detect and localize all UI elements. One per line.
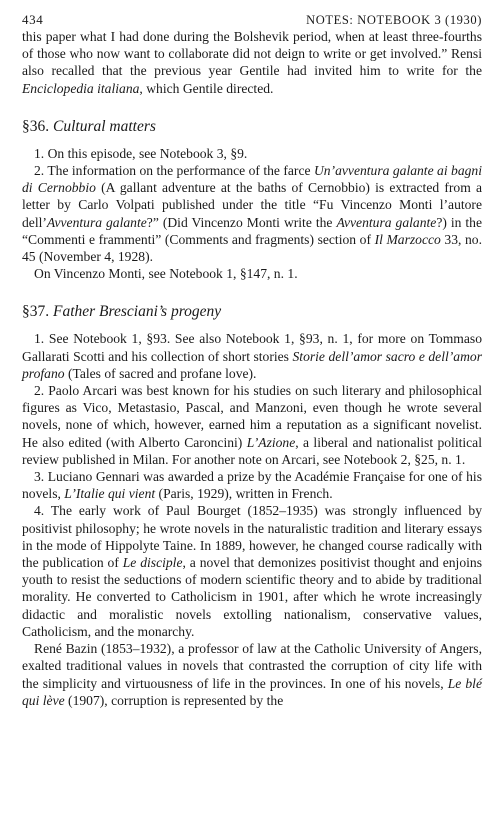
page-number: 434 [22,12,44,27]
running-title: NOTES: NOTEBOOK 3 (1930) [306,13,482,27]
section-36-number: §36. [22,117,50,135]
section-37-note-4-continued: René Bazin (1853–1932), a professor of law at the Catholic University of Angers, exalted traditional values in novels that contrasted the corruption of city life with the simplicity and virtuousness of life in the provinces. In one of his novels, Le blé qui lève (1907), corruption is represented by the [22,641,482,708]
italic-title: Un’avventura galante ai bagni di Cernobbio [22,163,482,196]
section-37-number: §37. [22,303,50,321]
section-37-heading [22,302,482,322]
section-36-note-2-continued: On Vincenzo Monti, see Notebook 1, §147, n. 1. [34,266,298,282]
section-37-note-2: 2. Paolo Arcari was best known for his studies on such literary and philosophical figures as Vico, Metastasio, Pascal, and Manzoni, even though he wrote several novels, none of which, however, earned him a reputation as a significant novelist. He also edited (with Alberto Caroncini) L’Azione, a liberal and nationalist political review published in Milan. For another note on Arcari, see Notebook 2, §25, n. 1. [22,383,482,467]
italic-title: Avventura galante [46,214,147,230]
section-37-note-1: 1. See Notebook 1, §93. See also Notebook 1, §93, n. 1, for more on Tommaso Gallarati Scotti and his collection of short stories Storie dell’amor sacro e dell’amor profano (Tales of sacred and profane love). [22,331,482,381]
italic-title: Storie dell’amor sacro e dell’amor profano [22,348,482,381]
section-36-title: Cultural matters [53,117,156,135]
italic-title: Le blé qui lève [22,675,482,708]
section-37-title: Father Bresciani’s progeny [53,303,222,321]
section-36-note-1: 1. On this episode, see Notebook 3, §9. [34,145,248,161]
italic-title: Avventura galante [336,214,437,230]
section-37-note-4: 4. The early work of Paul Bourget (1852–1935) was strongly influenced by positivist philosophy; he wrote novels in the naturalistic tradition and literary essays in the mode of Hippolyte Taine. In 1889, however, he changed course radically with the publication of Le disciple, a novel that demonizes positivist thought and enjoins youth to resist the seductions of modern scientific theory and to abide by traditional morality. He converted to Catholicism in 1901, after which he wrote increasingly didactic and moralistic novels extolling nationalism, conservative values, Catholicism, and the monarchy. [22,503,482,639]
intro-paragraph: this paper what I had done during the Bolshevik period, when at least three-fourths of those who now want to collaborate did not deign to write or get involved.” Rensi also recalled that the previous year Gentile had invited him to write for the Enciclopedia italiana, which Gentile directed. [22,29,482,96]
page-body [22,28,482,709]
italic-title: Il Marzocco [374,231,441,247]
italic-title: Le disciple [122,555,183,571]
running-head [22,12,482,28]
section-36-note-2: 2. The information on the performance of the farce Un’avventura galante ai bagni di Cernobbio (A gallant adventure at the baths of Cernobbio) is extracted from a letter by Carlo Volpati published under the title “Fu Vincenzo Monti l’autore dell’Avventura galante?” (Did Vincenzo Monti write the Avventura galante?) in the “Commenti e frammenti” (Comments and fragments) section of Il Marzocco 33, no. 45 (November 4, 1928). [22,163,483,265]
italic-title: L’Italie qui vient [64,486,156,502]
italic-title: L’Azione [246,434,296,450]
section-37-note-3: 3. Luciano Gennari was awarded a prize by the Académie Française for one of his novels, L’Italie qui vient (Paris, 1929), written in French. [22,469,482,502]
section-36-heading [22,117,482,137]
italic-title: Enciclopedia italiana [22,80,140,96]
